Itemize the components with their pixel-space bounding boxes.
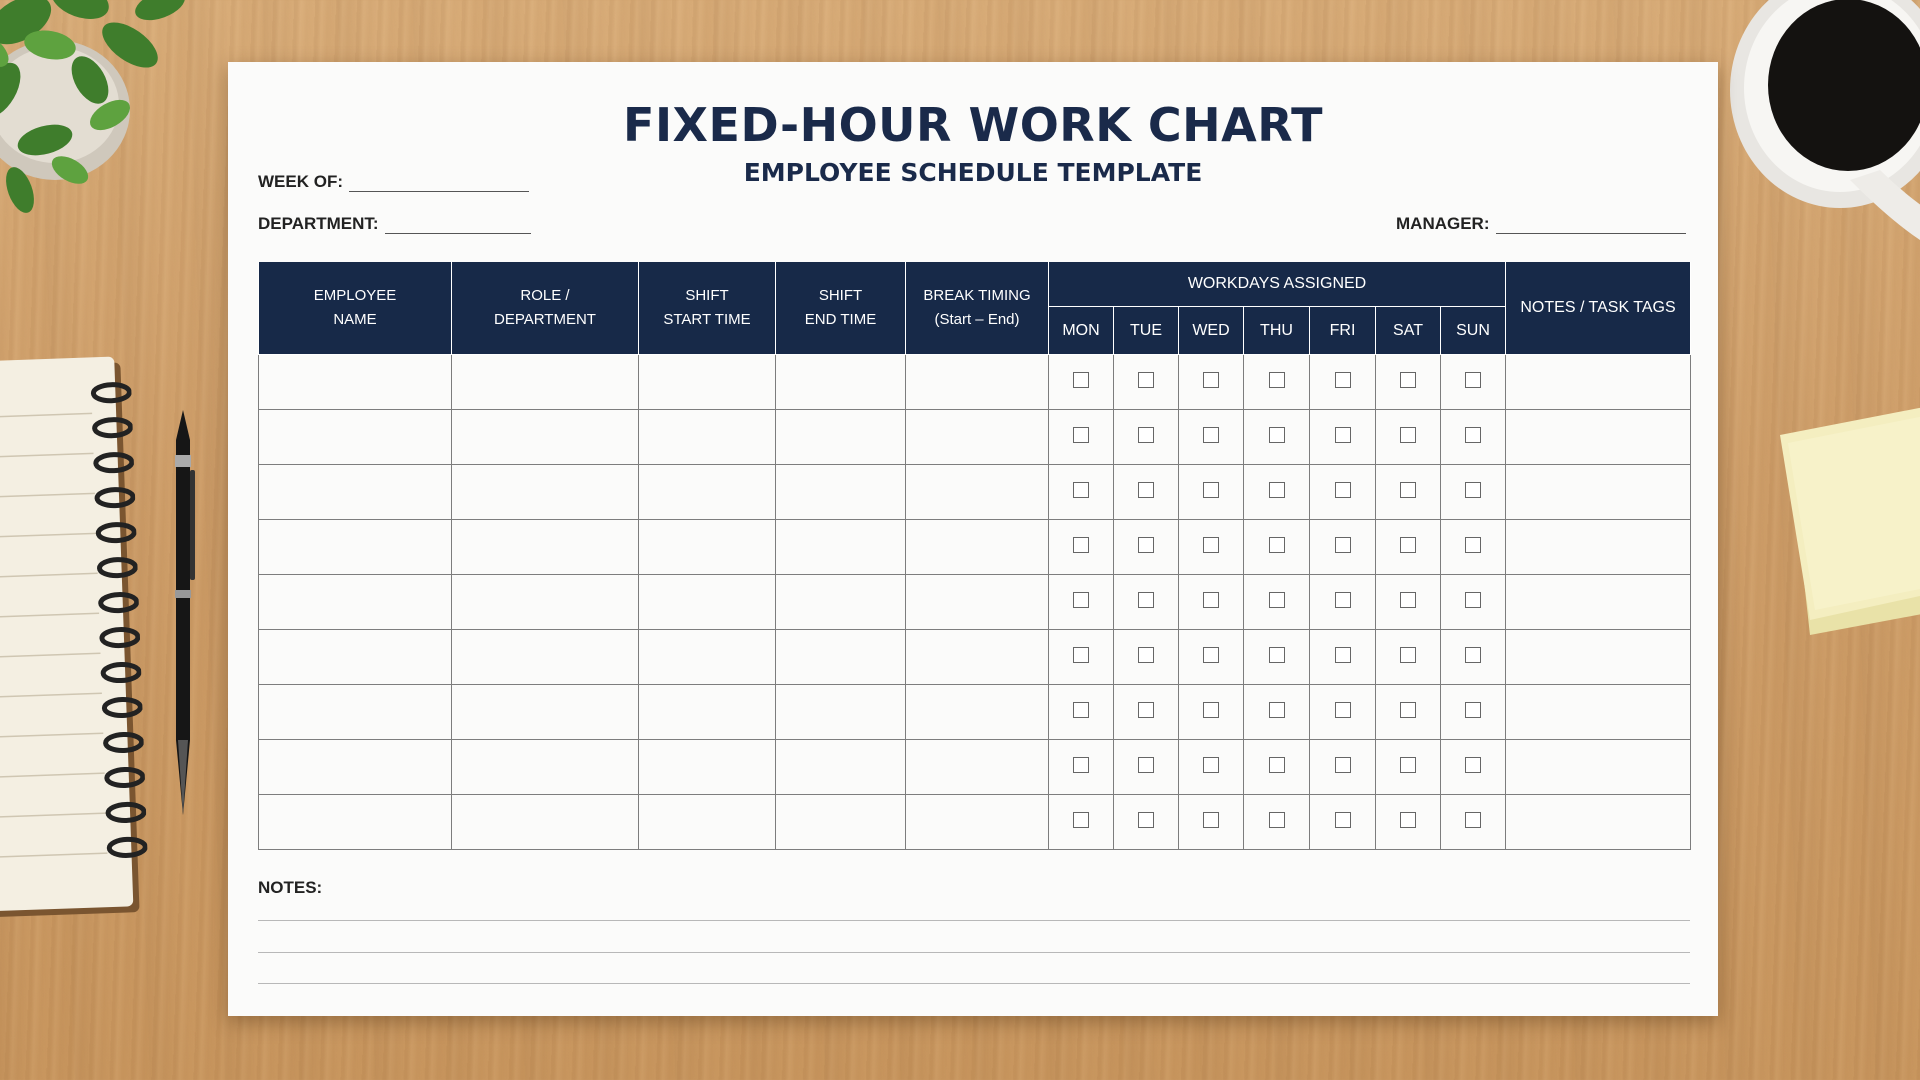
cell-employee-name[interactable]: [259, 630, 452, 685]
coffee-mug-icon: [1730, 0, 1920, 270]
checkbox-icon[interactable]: [1138, 592, 1154, 608]
table-row: [259, 520, 1691, 575]
cell-shift-end[interactable]: [776, 740, 906, 795]
week-of-field[interactable]: [258, 172, 529, 192]
notes-line[interactable]: [258, 952, 1690, 953]
cell-day-mon: [1049, 575, 1114, 630]
checkbox-icon[interactable]: [1073, 647, 1089, 663]
cell-day-thu: [1244, 630, 1310, 685]
schedule-table: [258, 262, 1691, 850]
cell-role-department[interactable]: [452, 410, 639, 465]
checkbox-icon[interactable]: [1465, 537, 1481, 553]
checkbox-icon[interactable]: [1465, 757, 1481, 773]
checkbox-icon[interactable]: [1400, 427, 1416, 443]
checkbox-icon[interactable]: [1073, 757, 1089, 773]
checkbox-icon[interactable]: [1465, 647, 1481, 663]
cell-day-sat: [1376, 740, 1441, 795]
cell-employee-name[interactable]: [259, 520, 452, 575]
cell-day-fri: [1310, 465, 1376, 520]
cell-day-sun: [1441, 575, 1506, 630]
checkbox-icon[interactable]: [1138, 427, 1154, 443]
cell-day-sun: [1441, 630, 1506, 685]
cell-employee-name[interactable]: [259, 685, 452, 740]
cell-notes-task-tags[interactable]: [1506, 575, 1691, 630]
checkbox-icon[interactable]: [1073, 372, 1089, 388]
checkbox-icon[interactable]: [1138, 812, 1154, 828]
checkbox-icon[interactable]: [1073, 537, 1089, 553]
checkbox-icon[interactable]: [1400, 537, 1416, 553]
checkbox-icon[interactable]: [1138, 647, 1154, 663]
checkbox-icon[interactable]: [1335, 757, 1351, 773]
col-header-shift-end: SHIFT END TIME: [776, 262, 906, 355]
checkbox-icon[interactable]: [1400, 757, 1416, 773]
cell-notes-task-tags[interactable]: [1506, 355, 1691, 410]
cell-day-tue: [1114, 795, 1179, 850]
manager-label: MANAGER:: [1396, 214, 1490, 233]
cell-day-sat: [1376, 355, 1441, 410]
cell-role-department[interactable]: [452, 520, 639, 575]
cell-day-sat: [1376, 520, 1441, 575]
cell-shift-end[interactable]: [776, 575, 906, 630]
cell-notes-task-tags[interactable]: [1506, 740, 1691, 795]
schedule-body: [259, 355, 1691, 850]
cell-employee-name[interactable]: [259, 795, 452, 850]
col-header-shift-start: SHIFT START TIME: [639, 262, 776, 355]
col-header-break-timing: BREAK TIMING (Start – End): [906, 262, 1049, 355]
cell-break-timing[interactable]: [906, 630, 1049, 685]
cell-break-timing[interactable]: [906, 575, 1049, 630]
cell-shift-end[interactable]: [776, 355, 906, 410]
day-header-sat: SAT: [1376, 307, 1441, 355]
cell-day-sat: [1376, 685, 1441, 740]
cell-day-wed: [1179, 740, 1244, 795]
checkbox-icon[interactable]: [1269, 427, 1285, 443]
checkbox-icon[interactable]: [1335, 482, 1351, 498]
cell-shift-start[interactable]: [639, 575, 776, 630]
cell-day-thu: [1244, 410, 1310, 465]
cell-shift-end[interactable]: [776, 795, 906, 850]
department-field[interactable]: [258, 214, 531, 234]
cell-day-sat: [1376, 410, 1441, 465]
cell-shift-start[interactable]: [639, 630, 776, 685]
pen-icon: [160, 410, 206, 820]
cell-day-wed: [1179, 795, 1244, 850]
cell-day-thu: [1244, 685, 1310, 740]
cell-shift-start[interactable]: [639, 410, 776, 465]
checkbox-icon[interactable]: [1400, 592, 1416, 608]
schedule-sheet: [228, 62, 1718, 1016]
notebook-icon: [0, 352, 150, 928]
day-header-mon: MON: [1049, 307, 1114, 355]
cell-day-tue: [1114, 740, 1179, 795]
cell-day-thu: [1244, 465, 1310, 520]
page-title: FIXED-HOUR WORK CHART: [623, 98, 1323, 152]
cell-day-fri: [1310, 520, 1376, 575]
cell-day-fri: [1310, 740, 1376, 795]
page-subtitle: EMPLOYEE SCHEDULE TEMPLATE: [743, 158, 1203, 187]
table-row: [259, 465, 1691, 520]
checkbox-icon[interactable]: [1335, 592, 1351, 608]
notes-line[interactable]: [258, 920, 1690, 921]
checkbox-icon[interactable]: [1138, 702, 1154, 718]
checkbox-icon[interactable]: [1400, 372, 1416, 388]
cell-day-mon: [1049, 630, 1114, 685]
plant-icon: [0, 0, 260, 260]
checkbox-icon[interactable]: [1269, 647, 1285, 663]
checkbox-icon[interactable]: [1138, 482, 1154, 498]
table-row: [259, 575, 1691, 630]
checkbox-icon[interactable]: [1073, 592, 1089, 608]
cell-role-department[interactable]: [452, 630, 639, 685]
checkbox-icon[interactable]: [1203, 427, 1219, 443]
cell-day-mon: [1049, 740, 1114, 795]
cell-shift-start[interactable]: [639, 520, 776, 575]
cell-day-fri: [1310, 410, 1376, 465]
cell-shift-end[interactable]: [776, 465, 906, 520]
table-row: [259, 740, 1691, 795]
week-of-label: WEEK OF:: [258, 172, 343, 191]
cell-day-sun: [1441, 465, 1506, 520]
cell-day-fri: [1310, 795, 1376, 850]
cell-day-tue: [1114, 630, 1179, 685]
checkbox-icon[interactable]: [1269, 592, 1285, 608]
cell-day-fri: [1310, 630, 1376, 685]
cell-notes-task-tags[interactable]: [1506, 410, 1691, 465]
cell-day-tue: [1114, 465, 1179, 520]
cell-shift-start[interactable]: [639, 740, 776, 795]
cell-break-timing[interactable]: [906, 410, 1049, 465]
cell-day-tue: [1114, 410, 1179, 465]
cell-day-fri: [1310, 575, 1376, 630]
cell-day-wed: [1179, 685, 1244, 740]
cell-break-timing[interactable]: [906, 520, 1049, 575]
checkbox-icon[interactable]: [1400, 812, 1416, 828]
cell-role-department[interactable]: [452, 795, 639, 850]
table-row: [259, 410, 1691, 465]
checkbox-icon[interactable]: [1400, 702, 1416, 718]
cell-role-department[interactable]: [452, 465, 639, 520]
checkbox-icon[interactable]: [1335, 647, 1351, 663]
table-row: [259, 630, 1691, 685]
cell-day-mon: [1049, 465, 1114, 520]
cell-day-thu: [1244, 355, 1310, 410]
sticky-notes-icon: [1770, 395, 1920, 655]
day-header-wed: WED: [1179, 307, 1244, 355]
checkbox-icon[interactable]: [1400, 482, 1416, 498]
checkbox-icon[interactable]: [1335, 812, 1351, 828]
cell-day-mon: [1049, 520, 1114, 575]
cell-shift-end[interactable]: [776, 410, 906, 465]
checkbox-icon[interactable]: [1335, 427, 1351, 443]
cell-notes-task-tags[interactable]: [1506, 685, 1691, 740]
checkbox-icon[interactable]: [1073, 812, 1089, 828]
cell-break-timing[interactable]: [906, 465, 1049, 520]
cell-day-thu: [1244, 740, 1310, 795]
cell-employee-name[interactable]: [259, 740, 452, 795]
cell-day-mon: [1049, 795, 1114, 850]
checkbox-icon[interactable]: [1138, 757, 1154, 773]
checkbox-icon[interactable]: [1269, 537, 1285, 553]
cell-employee-name[interactable]: [259, 575, 452, 630]
cell-day-thu: [1244, 520, 1310, 575]
checkbox-icon[interactable]: [1465, 812, 1481, 828]
cell-day-tue: [1114, 520, 1179, 575]
checkbox-icon[interactable]: [1269, 372, 1285, 388]
cell-notes-task-tags[interactable]: [1506, 520, 1691, 575]
notes-label: NOTES:: [258, 878, 323, 897]
checkbox-icon[interactable]: [1269, 482, 1285, 498]
department-input-line[interactable]: [385, 215, 531, 234]
notes-line[interactable]: [258, 983, 1690, 984]
cell-day-tue: [1114, 685, 1179, 740]
col-header-notes-task-tags: NOTES / TASK TAGS: [1506, 262, 1691, 355]
cell-employee-name[interactable]: [259, 410, 452, 465]
cell-day-thu: [1244, 795, 1310, 850]
checkbox-icon[interactable]: [1203, 592, 1219, 608]
checkbox-icon[interactable]: [1203, 757, 1219, 773]
cell-day-wed: [1179, 575, 1244, 630]
day-header-tue: TUE: [1114, 307, 1179, 355]
cell-day-wed: [1179, 410, 1244, 465]
table-row: [259, 685, 1691, 740]
day-header-fri: FRI: [1310, 307, 1376, 355]
cell-day-sun: [1441, 685, 1506, 740]
cell-day-fri: [1310, 355, 1376, 410]
cell-day-mon: [1049, 355, 1114, 410]
cell-shift-start[interactable]: [639, 795, 776, 850]
cell-break-timing[interactable]: [906, 355, 1049, 410]
cell-day-wed: [1179, 355, 1244, 410]
cell-shift-end[interactable]: [776, 520, 906, 575]
checkbox-icon[interactable]: [1465, 427, 1481, 443]
checkbox-icon[interactable]: [1203, 647, 1219, 663]
col-header-role-department: ROLE / DEPARTMENT: [452, 262, 639, 355]
cell-day-mon: [1049, 410, 1114, 465]
cell-day-sat: [1376, 795, 1441, 850]
checkbox-icon[interactable]: [1465, 702, 1481, 718]
checkbox-icon[interactable]: [1269, 757, 1285, 773]
checkbox-icon[interactable]: [1400, 647, 1416, 663]
manager-field[interactable]: [1396, 214, 1686, 234]
week-of-input-line[interactable]: [349, 173, 529, 192]
cell-break-timing[interactable]: [906, 740, 1049, 795]
cell-day-mon: [1049, 685, 1114, 740]
cell-day-wed: [1179, 630, 1244, 685]
checkbox-icon[interactable]: [1203, 537, 1219, 553]
day-header-sun: SUN: [1441, 307, 1506, 355]
checkbox-icon[interactable]: [1073, 702, 1089, 718]
cell-shift-end[interactable]: [776, 685, 906, 740]
cell-notes-task-tags[interactable]: [1506, 465, 1691, 520]
col-header-employee-name: EMPLOYEE NAME: [259, 262, 452, 355]
cell-employee-name[interactable]: [259, 355, 452, 410]
cell-notes-task-tags[interactable]: [1506, 795, 1691, 850]
checkbox-icon[interactable]: [1269, 812, 1285, 828]
cell-role-department[interactable]: [452, 740, 639, 795]
cell-day-sun: [1441, 410, 1506, 465]
cell-shift-start[interactable]: [639, 355, 776, 410]
checkbox-icon[interactable]: [1465, 372, 1481, 388]
checkbox-icon[interactable]: [1138, 372, 1154, 388]
checkbox-icon[interactable]: [1335, 537, 1351, 553]
cell-day-sun: [1441, 520, 1506, 575]
checkbox-icon[interactable]: [1465, 482, 1481, 498]
cell-shift-start[interactable]: [639, 465, 776, 520]
cell-break-timing[interactable]: [906, 795, 1049, 850]
cell-day-sat: [1376, 465, 1441, 520]
cell-role-department[interactable]: [452, 575, 639, 630]
checkbox-icon[interactable]: [1203, 482, 1219, 498]
checkbox-icon[interactable]: [1203, 372, 1219, 388]
cell-day-fri: [1310, 685, 1376, 740]
cell-day-sat: [1376, 575, 1441, 630]
cell-notes-task-tags[interactable]: [1506, 630, 1691, 685]
checkbox-icon[interactable]: [1138, 537, 1154, 553]
checkbox-icon[interactable]: [1203, 812, 1219, 828]
cell-shift-start[interactable]: [639, 685, 776, 740]
cell-employee-name[interactable]: [259, 465, 452, 520]
cell-day-sun: [1441, 740, 1506, 795]
department-label: DEPARTMENT:: [258, 214, 379, 233]
checkbox-icon[interactable]: [1335, 702, 1351, 718]
checkbox-icon[interactable]: [1203, 702, 1219, 718]
cell-day-sat: [1376, 630, 1441, 685]
cell-day-tue: [1114, 575, 1179, 630]
cell-day-wed: [1179, 465, 1244, 520]
cell-break-timing[interactable]: [906, 685, 1049, 740]
checkbox-icon[interactable]: [1073, 427, 1089, 443]
cell-day-sun: [1441, 355, 1506, 410]
cell-day-sun: [1441, 795, 1506, 850]
manager-input-line[interactable]: [1496, 215, 1686, 234]
cell-day-thu: [1244, 575, 1310, 630]
table-row: [259, 795, 1691, 850]
col-header-workdays-assigned: WORKDAYS ASSIGNED: [1049, 262, 1506, 307]
cell-day-wed: [1179, 520, 1244, 575]
checkbox-icon[interactable]: [1465, 592, 1481, 608]
cell-shift-end[interactable]: [776, 630, 906, 685]
checkbox-icon[interactable]: [1073, 482, 1089, 498]
cell-role-department[interactable]: [452, 355, 639, 410]
day-header-thu: THU: [1244, 307, 1310, 355]
table-row: [259, 355, 1691, 410]
checkbox-icon[interactable]: [1335, 372, 1351, 388]
cell-day-tue: [1114, 355, 1179, 410]
checkbox-icon[interactable]: [1269, 702, 1285, 718]
cell-role-department[interactable]: [452, 685, 639, 740]
